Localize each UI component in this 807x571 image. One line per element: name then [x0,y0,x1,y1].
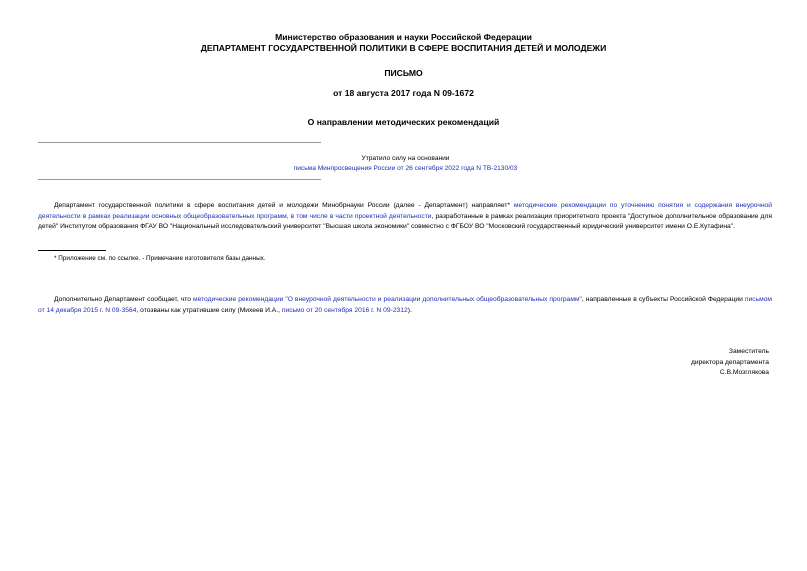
letter-2015-link[interactable]: письмом от 14 декабря 2015 г. N 09-3564 [38,296,773,314]
signature-block [691,347,769,379]
signature-position-2: директора департамента [690,358,769,366]
void-notice-text: Утратило силу на основании [361,155,450,162]
document-subject: О направлении методических рекомендаций [307,117,500,127]
divider-bottom [38,179,321,180]
ministry-title: Министерство образования и науки Российской Федерации [275,32,532,42]
letter-2016-link[interactable]: письмо от 20 сентября 2016 г. N 09-2312 [281,306,408,314]
department-title: ДЕПАРТАМЕНТ ГОСУДАРСТВЕННОЙ ПОЛИТИКИ В СФЕРЕ ВОСПИТАНИЯ ДЕТЕЙ И МОЛОДЕЖИ [200,43,607,53]
divider-top [38,142,321,143]
document-type: ПИСЬМО [384,68,423,78]
para1-text-2: , разработанные в рамках реализации приоритетного проекта "Доступное дополнительное образование для детей" Институтом образования ФГАУ ВО "Национальный исследовательский университет "Высшая школа экономики" совместно с ФГБОУ ВО "Московский государственный юридический университет имени О.Е.Кутафина". [38,212,772,230]
footnote: * Приложение см. по ссылке. - Примечание изготовителя базы данных. [54,255,266,262]
para2-text-2: , направленные в субъекты Российской Федерации [581,296,745,303]
old-recommendations-link[interactable]: методические рекомендации "О внеурочной деятельности и реализации дополнительных общеобразовательных программ" [192,296,582,303]
void-notice-link[interactable]: письма Минпросвещения России от 26 сентября 2022 года N ТВ-2130/03 [293,165,518,172]
para2-text-4: ). [407,306,412,314]
signature-name: С.В.Мозглякова [719,369,769,376]
para1-text-1: Департамент государственной политики в сфере воспитания детей и молодежи Минобрнауки России (далее - Департамент) направляет* [54,202,514,209]
paragraph-main [38,201,772,233]
recommendations-link[interactable]: методические рекомендации по уточнению понятия и содержания внеурочной деятельности в рамках реализации основных общеобразовательных программ, в том числе в части проектной деятельности [38,202,773,220]
signature-position: Заместитель [728,348,769,355]
footnote-divider [38,250,106,251]
para2-text-3: , отозваны как утратившие силу (Михеев И.А., [136,306,282,314]
document-date-number: от 18 августа 2017 года N 09-1672 [333,88,474,98]
para2-text-1: Дополнительно Департамент сообщает, что [54,296,193,303]
paragraph-additional [38,295,772,316]
